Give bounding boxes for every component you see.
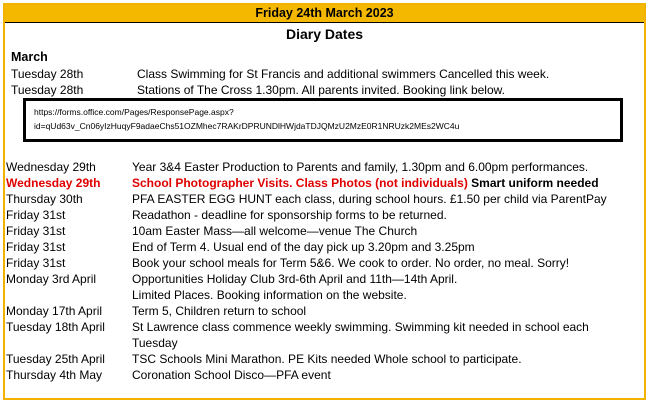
diary-entry	[6, 271, 636, 287]
entry-text-wrap	[132, 223, 636, 239]
diary-entry	[6, 239, 636, 255]
diary-entry	[6, 287, 636, 303]
entry-date: Monday 17th April	[6, 304, 103, 318]
diary-entry	[11, 66, 641, 82]
entry-text: PFA EASTER EGG HUNT each class, during school hours. £1.50 per child via ParentPay	[132, 192, 607, 206]
entry-date: Friday 31st	[6, 240, 66, 254]
entry-text-wrap	[132, 319, 636, 351]
diary-entry	[6, 319, 636, 351]
entry-text: End of Term 4. Usual end of the day pick up 3.20pm and 3.25pm	[132, 240, 475, 254]
entry-text-wrap	[132, 207, 636, 223]
entry-text: Limited Places. Booking information on the website.	[132, 288, 407, 302]
entry-date	[6, 287, 132, 303]
booking-link-line2[interactable]: id=qUd63v_Cn06yIzHuqyF9adaeChs51OZMhec7RAKrDPRUNDlHWjdaTDJQMzU2MzE0R1NRUzk2MEs2WC4u	[34, 121, 460, 131]
entry-text: Coronation School Disco—PFA event	[132, 368, 331, 382]
entry-date: Wednesday 29th	[6, 160, 96, 174]
entry-text-wrap	[132, 239, 636, 255]
entry-date: Thursday 4th May	[6, 368, 103, 382]
diary-entry	[6, 159, 636, 175]
entry-date: Tuesday 25th April	[6, 352, 105, 366]
entry-text-wrap	[132, 271, 636, 287]
entry-date: Tuesday 28th	[11, 83, 84, 97]
entry-text: Class Swimming for St Francis and additional swimmers Cancelled this week.	[137, 67, 550, 81]
entry-text: 10am Easter Mass—all welcome—venue The Church	[132, 224, 418, 238]
entry-date: Tuesday 28th	[11, 67, 84, 81]
diary-entry	[6, 255, 636, 271]
diary-entry	[6, 367, 636, 383]
diary-entry	[6, 223, 636, 239]
entry-note: Smart uniform needed	[471, 176, 599, 190]
entry-date: Monday 3rd April	[6, 272, 97, 286]
entry-date: Thursday 30th	[6, 192, 83, 206]
diary-entry	[11, 82, 641, 98]
entry-date: Friday 31st	[6, 224, 66, 238]
diary-entry	[6, 303, 636, 319]
entry-text: TSC Schools Mini Marathon. PE Kits needed Whole school to participate.	[132, 352, 522, 366]
diary-entry	[6, 191, 636, 207]
entry-text: St Lawrence class commence weekly swimming. Swimming kit needed in school each Tuesday	[132, 320, 589, 350]
diary-entry	[6, 175, 636, 191]
entry-date: Wednesday 29th	[6, 176, 101, 190]
entry-text: Year 3&4 Easter Production to Parents and family, 1.30pm and 6.00pm performances.	[132, 160, 589, 174]
entry-text-wrap	[132, 191, 636, 207]
entry-text: Stations of The Cross 1.30pm. All parents invited. Booking link below.	[137, 83, 505, 97]
entry-text-wrap	[132, 367, 636, 383]
diary-entry	[6, 207, 636, 223]
diary-list-top	[11, 66, 641, 98]
entry-date: Tuesday 18th April	[6, 320, 105, 334]
entry-text: Readathon - deadline for sponsorship forms to be returned.	[132, 208, 447, 222]
entry-text-wrap	[132, 303, 636, 319]
entry-text-wrap	[132, 351, 636, 367]
booking-link-line1[interactable]: https://forms.office.com/Pages/ResponsePage.aspx?	[34, 107, 234, 117]
entry-text: Opportunities Holiday Club 3rd-6th April and 11th—14th April.	[132, 272, 458, 286]
entry-text: Book your school meals for Term 5&6. We cook to order. No order, no meal. Sorry!	[132, 256, 570, 270]
entry-date: Friday 31st	[6, 208, 66, 222]
entry-text-wrap	[132, 175, 636, 191]
entry-text-wrap	[132, 159, 636, 175]
booking-link-box[interactable]	[23, 98, 623, 142]
entry-text-wrap	[132, 287, 636, 303]
diary-entry	[6, 351, 636, 367]
entry-text-wrap	[132, 255, 636, 271]
month-heading: March	[11, 50, 48, 64]
entry-date: Friday 31st	[6, 256, 66, 270]
page-title: Diary Dates	[285, 26, 364, 42]
date-banner: Friday 24th March 2023	[5, 5, 644, 23]
entry-text: School Photographer Visits. Class Photos (not individuals)	[132, 176, 468, 190]
entry-text: Term 5, Children return to school	[132, 304, 307, 318]
diary-list-bottom	[6, 159, 636, 383]
